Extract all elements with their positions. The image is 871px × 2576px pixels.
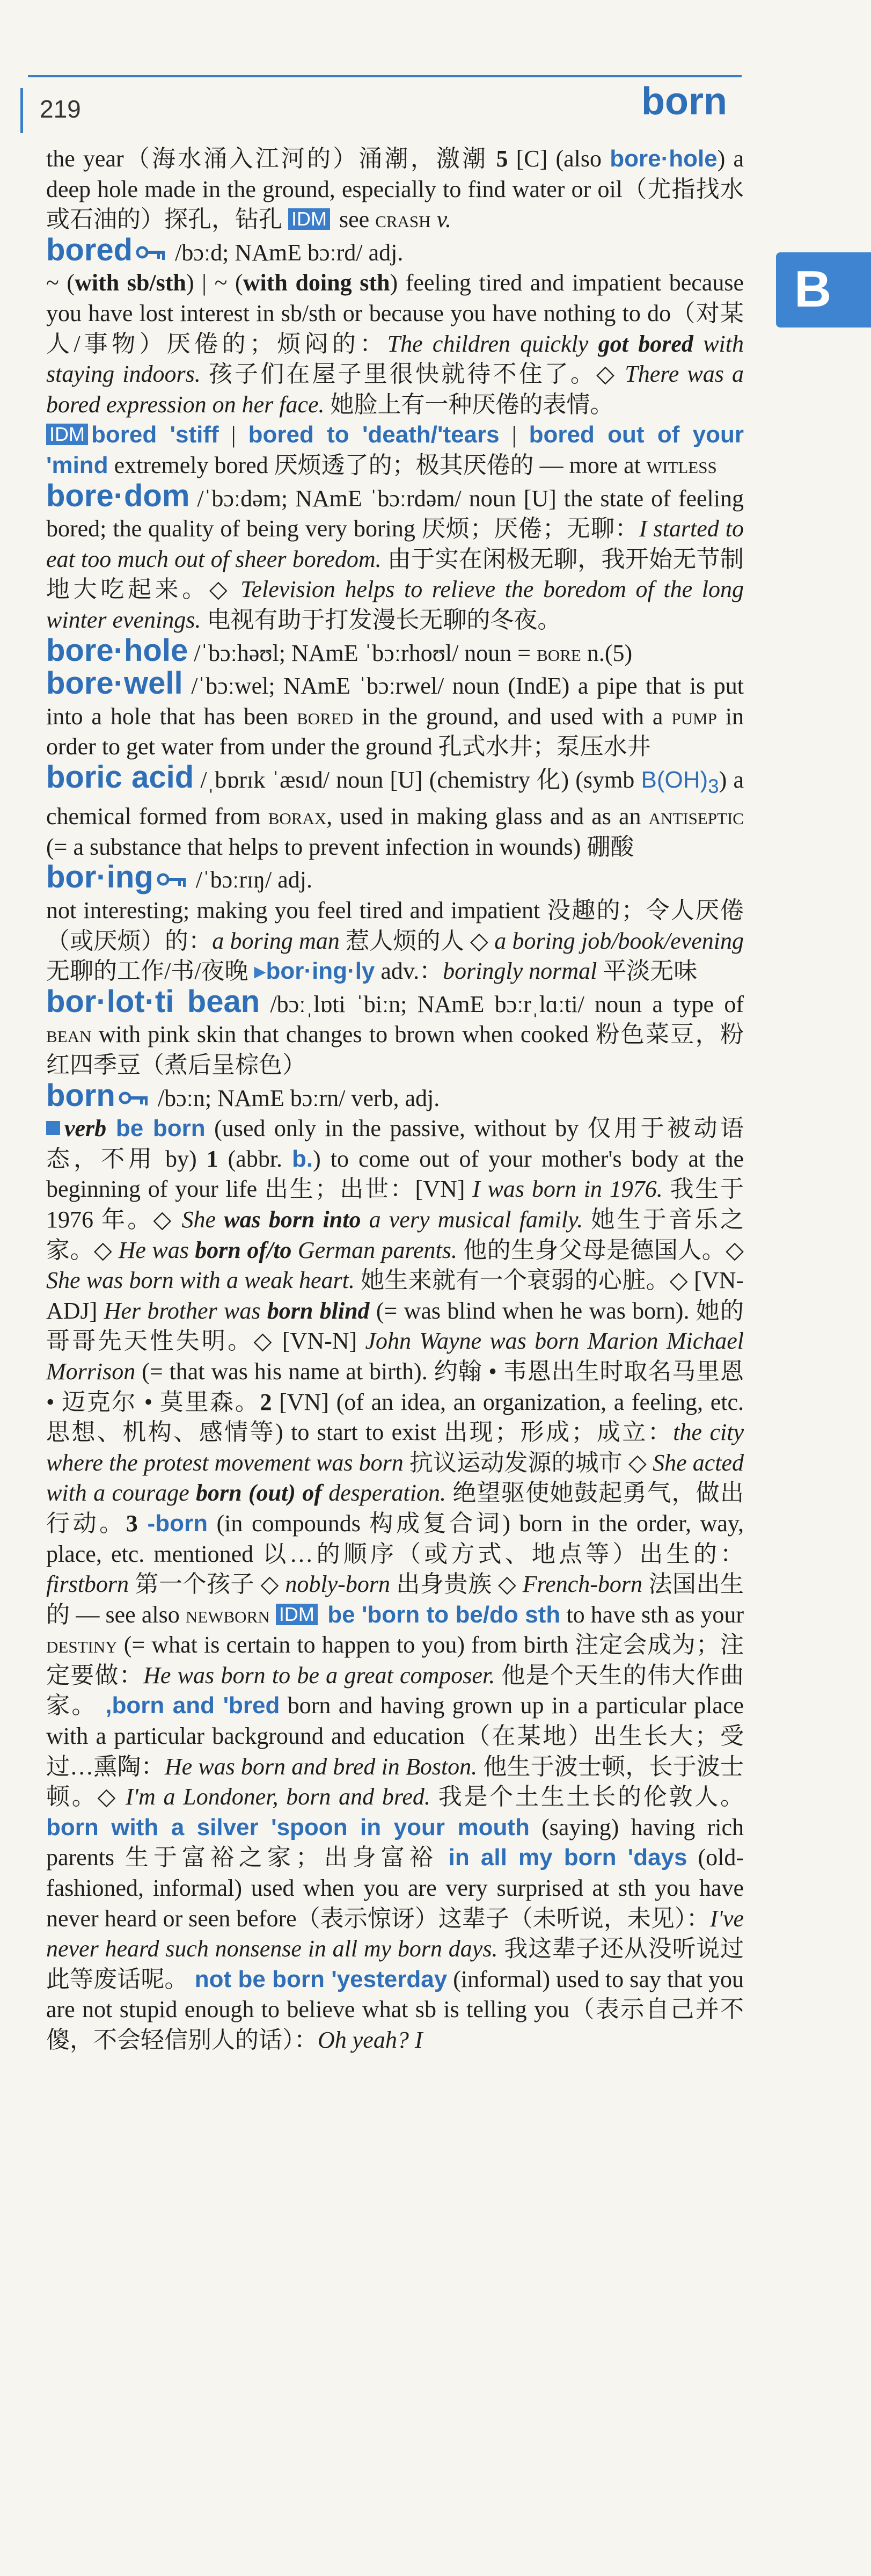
formula: B(OH) [641, 766, 708, 793]
key-icon [119, 1089, 150, 1107]
idm-badge: IDM [276, 1604, 318, 1625]
cross-ref-witless[interactable]: witless [646, 452, 717, 478]
idiom-phrase: in all my born 'days [448, 1844, 687, 1871]
header-rule [28, 75, 742, 77]
entry-boredom: bore·dom /ˈbɔːdəm; NAmE ˈbɔːrdəm/ noun [U] the state of feeling bored; the quality of being very boring 厌烦；厌倦；无聊：I started to eat too much out of sheer boredom. 由于实在闲极无聊，我开始无节制地大吃起来。◇ Television helps to relieve the boredom of the long winter evenings. 电视有助于打发漫长无聊的冬夜。 [46, 478, 744, 633]
cross-ref-bore[interactable]: bore [537, 639, 581, 666]
header-margin-bar [20, 88, 23, 133]
headword: bore·well [46, 666, 183, 701]
thumb-index-letter: B [794, 260, 832, 318]
cross-ref-pump[interactable]: pump [671, 703, 717, 730]
headword: bore·hole [46, 632, 188, 668]
idiom-phrase: ,born and 'bred [97, 1692, 280, 1719]
entry-boring: bor·ing /ˈbɔːrɪŋ/ adj. not interesting; making you feel tired and impatient 没趣的；令人厌倦（或厌烦）的：a boring man 惹人烦的人 ◇ a boring job/book/evening 无聊的工作/书/夜晚 ▸bor·ing·ly adv.：boringly normal 平淡无味 [46, 862, 744, 986]
headword: born [46, 1078, 115, 1113]
headword: bored [46, 232, 133, 267]
sense: verb be born (used only in the passive, without by 仅用于被动语态，不用 by) 1 (abbr. b.) to come out of your mother's body at the beginning of your life 出生；出世：[VN] I was born in 1976. 我生于 1976 年。◇ She was born into a very musical family. 她生于音乐之家。◇ He was born of/to German parents. 他的生身父母是德国人。◇ She was born with a weak heart. 她生来就有一个衰弱的心脏。◇ [VN-ADJ] Her brother was born blind (= was blind when he was born). 她的哥哥先天性失明。◇ [VN-N] John Wayne was born Marion Michael Morrison (= that was his name at birth). 约翰 • 韦恩出生时取名马里恩 • 迈克尔 • 莫里森。2 [VN] (of an idea, an organization, a feeling, etc. 思想、机构、感情等) to start to exist 出现；形成；成立：the city where the protest movement was born 抗议运动发源的城市 ◇ She acted with a courage born (out) of desperation. 绝望驱使她鼓起勇气，做出行动。3 -born (in compounds 构成复合词) born in the order, way, place, etc. mentioned 以…的顺序（或方式、地点等）出生的：firstborn 第一个孩子 ◇ nobly-born 出身贵族 ◇ French-born 法国出生的 — see also newborn IDM be 'born to be/do sth to have sth as your destiny (= what is certain to happen to you) from birth 注定会成为；注定要做：He was born to be a great composer. 他是个天生的伟大作曲家。 ,born and 'bred born and having grown up in a particular place with a particular background and education（在某地）出生长大；受过…熏陶：He was born and bred in Boston. 他生于波士顿，长于波士顿。◇ I'm a Londoner, born and bred. 我是个土生土长的伦敦人。 born with a silver 'spoon in your mouth (saying) having rich parents 生于富裕之家；出身富裕 in all my born 'days (old-fashioned, informal) used when you are very surprised at sth you have never heard or seen before（表示惊讶）这辈子（未听说，未见）：I've never heard such nonsense in all my born days. 我这辈子还从没听说过此等废话呢。 not be born 'yesterday (informal) used to say that you are not stupid enough to believe what sb is telling you（表示自己并不傻，不会轻信别人的话）：Oh yeah? I [46, 1115, 744, 2054]
headword: bor·ing [46, 860, 153, 895]
derivative-arrow-icon: ▸ [254, 958, 266, 985]
entry-boric-acid: boric acid /ˌbɒrɪk ˈæsɪd/ noun [U] (chemistry 化) (symb $B(OH)_3$) a chemical formed from borax, used in making glass and as an antiseptic (= a substance that helps to prevent infection in wounds) 硼酸 [46, 759, 744, 860]
entry-born: born /bɔːn; NAmE bɔːrn/ verb, adj. verb be born (used only in the passive, without by 仅用于被动语态，不用 by) 1 (abbr. b.) to come out of your mother's body at the beginning of your life 出生；出世：[VN] I was born in 1976. 我生于 1976 年。◇ She was born into a very musical family. 她生于音乐之家。◇ He was born of/to German parents. 他的生身父母是德国人。◇ She was born with a weak heart. 她生来就有一个衰弱的心脏。◇ [VN-ADJ] Her brother was born blind (= was blind when he was born). 她的哥哥先天性失明。◇ [VN-N] John Wayne was born Marion Michael Morrison (= that was his name at birth). 约翰 • 韦恩出生时取名马里恩 • 迈克尔 • 莫里森。2 [VN] (of an idea, an organization, a feeling, etc. 思想、机构、感情等) to start to exist 出现；形成；成立：the city where the protest movement was born 抗议运动发源的城市 ◇ She acted with a courage born (out) of desperation. 绝望驱使她鼓起勇气，做出行动。3 -born (in compounds 构成复合词) born in the order, way, place, etc. mentioned 以…的顺序（或方式、地点等）出生的：firstborn 第一个孩子 ◇ nobly-born 出身贵族 ◇ French-born 法国出生的 — see also newborn IDM be 'born to be/do sth to have sth as your destiny (= what is certain to happen to you) from birth 注定会成为；注定要做：He was born to be a great composer. 他是个天生的伟大作曲家。 ,born and 'bred born and having grown up in a particular place with a particular background and education（在某地）出生长大；受过…熏陶：He was born and bred in Boston. 他生于波士顿，长于波士顿。◇ I'm a Londoner, born and bred. 我是个土生土长的伦敦人。 born with a silver 'spoon in your mouth (saying) having rich parents 生于富裕之家；出身富裕 in all my born 'days (old-fashioned, informal) used when you are very surprised at sth you have never heard or seen before（表示惊讶）这辈子（未听说，未见）：I've never heard such nonsense in all my born days. 我这辈子还从没听说过此等废话呢。 not be born 'yesterday (informal) used to say that you are not stupid enough to believe what sb is telling you（表示自己并不傻，不会轻信别人的话）：Oh yeah? I [46, 1081, 744, 2056]
derivative: bor·ing·ly [266, 958, 375, 985]
sense: ~ (with sb/sth) | ~ (with doing sth) feeling tired and impatient because you have lost interest in sb/sth or because you have nothing to do（对某人/事物）厌倦的；烦闷的：The children quickly got bored with staying indoors. 孩子们在屋子里很快就待不住了。◇ There was a bored expression on her face. 她脸上有一种厌倦的表情。 [46, 270, 744, 418]
entry-borehole: bore·hole /ˈbɔːhəʊl; NAmE ˈbɔːrhoʊl/ noun = bore n.(5) [46, 632, 633, 668]
cross-ref-newborn[interactable]: newborn [185, 1601, 270, 1628]
entry-borewell: bore·well /ˈbɔːwel; NAmE ˈbɔːrwel/ noun (IndE) a pipe that is put into a hole that has been bored in the ground, and used with a pump in order to get water from under the ground 孔式水井；泵压水井 [46, 666, 744, 760]
entry-text [46, 144, 744, 2056]
cross-ref-borax[interactable]: borax [268, 803, 327, 830]
cross-ref-antiseptic[interactable]: antiseptic [648, 803, 744, 830]
idiom-phrase: bored out of your 'mind [46, 421, 744, 478]
idiom-phrase: be 'born to be/do sth [320, 1601, 561, 1628]
idm-badge: IDM [46, 424, 88, 445]
thumb-index-tab [776, 252, 871, 328]
cross-ref-borehole[interactable]: bore·hole [610, 145, 718, 172]
entry-borlotti-bean: bor·lot·ti bean /bɔːˌlɒti ˈbiːn; NAmE bɔːrˌlɑːti/ noun a type of bean with pink skin that changes to brown when cooked 粉色菜豆，粉红四季豆（煮后呈棕色） [46, 984, 744, 1079]
idioms: IDM bored 'stiff | bored to 'death/'tears | bored out of your 'mind extremely bored 厌烦透了的；极其厌倦的 — more at witless [46, 421, 744, 478]
pronunciation: /bɔːd; NAmE bɔːrd/ adj. [169, 239, 404, 266]
headword: boric acid [46, 759, 194, 795]
idiom-phrase: not be born 'yesterday [188, 1966, 448, 1992]
cross-ref-bean[interactable]: bean [46, 1021, 92, 1048]
page-number: 219 [40, 95, 81, 123]
sense: not interesting; making you feel tired and impatient 没趣的；令人厌倦（或厌烦）的：a boring man 惹人烦的人 ◇ a boring job/book/evening 无聊的工作/书/夜晚 ▸bor·ing·ly adv.：boringly normal 平淡无味 [46, 897, 744, 985]
idiom-phrase: bored to 'death/'tears [248, 421, 500, 448]
headword: bor·lot·ti bean [46, 984, 260, 1019]
headword: bore·dom [46, 478, 190, 513]
entry-bored [46, 232, 744, 481]
key-icon [157, 870, 188, 889]
idiom-phrase: bored 'stiff [91, 421, 219, 448]
cross-ref-crash[interactable]: crash [375, 206, 431, 233]
section-bullet-icon [46, 1121, 60, 1135]
formula-subscript: 3 [708, 775, 719, 797]
cross-ref-bored[interactable]: bored [297, 703, 354, 730]
cross-ref-destiny[interactable]: destiny [46, 1632, 118, 1658]
key-icon [136, 243, 167, 261]
idiom-phrase: born with a silver 'spoon in your mouth [46, 1814, 530, 1840]
guide-word: born [641, 80, 727, 123]
entry-bore-tail: the year（海水涌入江河的）涌潮，激潮 5 [C] (also bore·hole) a deep hole made in the ground, especially to find water or oil（尤指找水或石油的）探孔，钻孔 IDM see crash v. [46, 145, 744, 233]
idm-badge: IDM [288, 208, 330, 230]
